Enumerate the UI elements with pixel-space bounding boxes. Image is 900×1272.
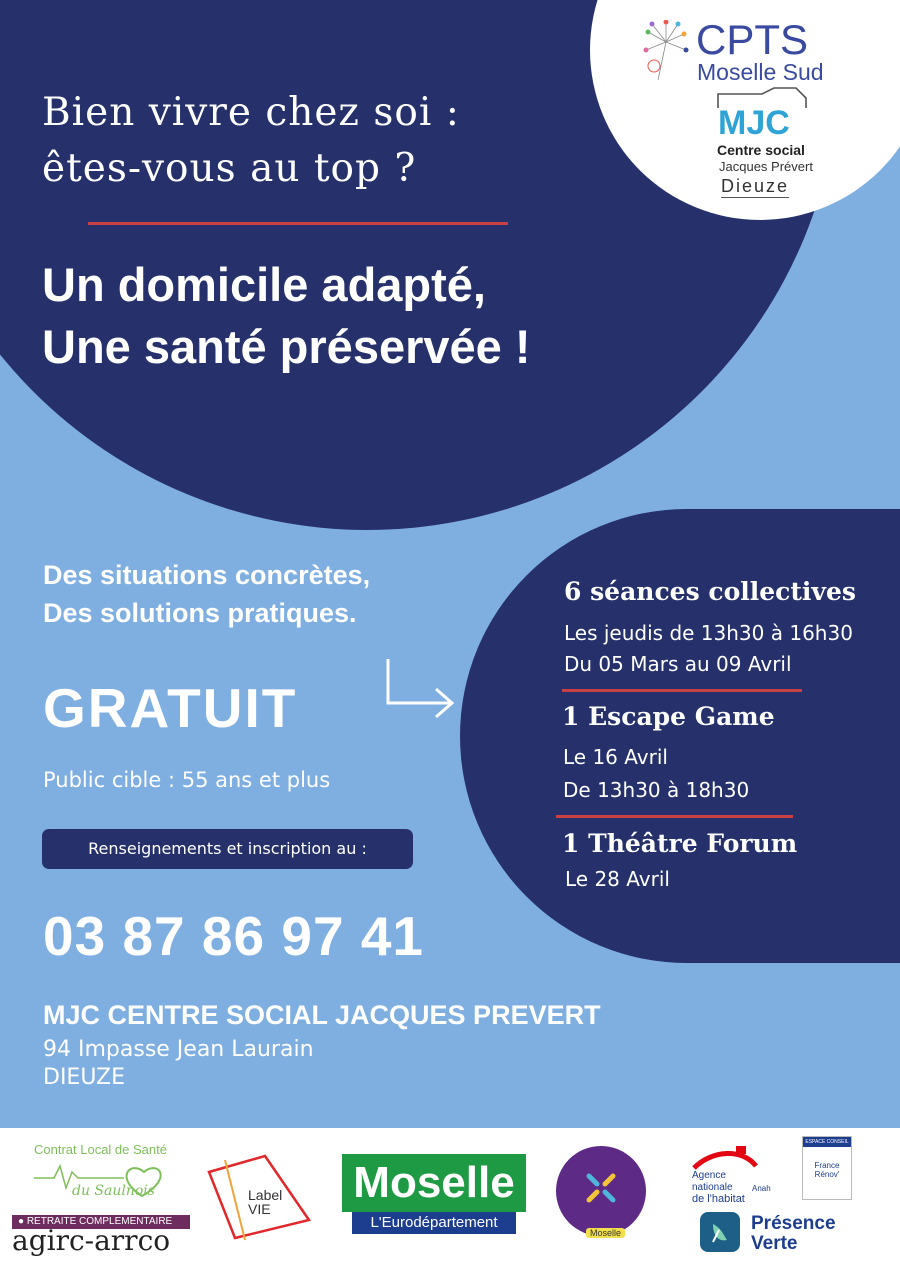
france-renov-text: France Rénov' (814, 1161, 840, 1179)
headline-line-1: Bien vivre chez soi : (42, 90, 460, 135)
headline-line-2: êtes-vous au top ? (42, 146, 417, 191)
mjc-logo-line1: Centre social (717, 142, 805, 158)
headline (42, 85, 460, 197)
phone-number[interactable]: 03 87 86 97 41 (43, 905, 425, 967)
page-title-line-1: Un domicile adapté, (42, 258, 486, 311)
collective-sessions-schedule: Les jeudis de 13h30 à 16h30 (564, 621, 853, 645)
presence-verte-line1: Présence (751, 1213, 836, 1234)
sessions-divider-2 (556, 815, 793, 818)
leaf-icon (709, 1220, 731, 1244)
anah-line1: Agence (692, 1170, 726, 1181)
cpts-logo-text: CPTS (696, 16, 809, 63)
anah-tag: Anah (752, 1184, 771, 1193)
agirc-arrco-logo: agirc-arrco (12, 1224, 171, 1257)
cls-logo-line1: Contrat Local de Santé (34, 1142, 167, 1157)
presence-verte-line2: Verte (751, 1233, 798, 1254)
escape-game-title: 1 Escape Game (562, 702, 775, 731)
presence-verte-icon (700, 1212, 740, 1252)
escape-game-date: Le 16 Avril (563, 745, 668, 769)
page-title-line-2: Une santé préservée ! (42, 320, 531, 373)
situations-line-1: Des situations concrètes, (43, 560, 371, 590)
address (43, 1036, 314, 1092)
anah-line2: nationale (692, 1182, 733, 1193)
theatre-forum-date: Le 28 Avril (565, 867, 670, 891)
cpts-logo-subtitle: Moselle Sud (697, 59, 824, 85)
cfppa-logo (556, 1146, 646, 1236)
label-vie-logo: Label VIE (248, 1187, 283, 1217)
anah-swoosh-icon (692, 1146, 762, 1172)
cfppa-moselle-tag: Moselle (586, 1228, 625, 1238)
cfppa-star-icon (581, 1168, 621, 1208)
collective-sessions-dates: Du 05 Mars au 09 Avril (564, 652, 792, 676)
mjc-logo-line3: Dieuze (721, 176, 790, 196)
target-audience: Public cible : 55 ans et plus (43, 768, 331, 792)
organization-name: MJC CENTRE SOCIAL JACQUES PREVERT (43, 1000, 601, 1030)
headline-divider (88, 222, 508, 225)
situations-line-2: Des solutions pratiques. (43, 598, 357, 628)
address-street: 94 Impasse Jean Laurain (43, 1037, 314, 1062)
theatre-forum-title: 1 Théâtre Forum (562, 829, 798, 858)
collective-sessions-title: 6 séances collectives (564, 577, 856, 606)
page-title (42, 254, 531, 378)
situations-text (43, 556, 370, 632)
france-renov-logo (802, 1136, 852, 1200)
cls-logo-line2: du Saulnois (72, 1183, 155, 1199)
arrow-right-icon (380, 655, 460, 725)
anah-line3: de l'habitat (692, 1193, 745, 1205)
sessions-divider-1 (562, 689, 802, 692)
france-renov-header: ESPACE CONSEIL (803, 1137, 851, 1147)
agirc-label-bar: ● RETRAITE COMPLEMENTAIRE (12, 1215, 190, 1229)
free-label: GRATUIT (43, 677, 298, 739)
moselle-logo-subtitle: L'Eurodépartement (352, 1212, 516, 1234)
info-badge: Renseignements et inscription au : (42, 829, 413, 869)
address-city: DIEUZE (43, 1065, 126, 1090)
mjc-logo-line2: Jacques Prévert (719, 159, 813, 174)
moselle-logo: Moselle (342, 1154, 526, 1212)
escape-game-hours: De 13h30 à 18h30 (563, 778, 750, 802)
mjc-logo-text: MJC (718, 104, 790, 142)
dandelion-icon (640, 20, 692, 82)
